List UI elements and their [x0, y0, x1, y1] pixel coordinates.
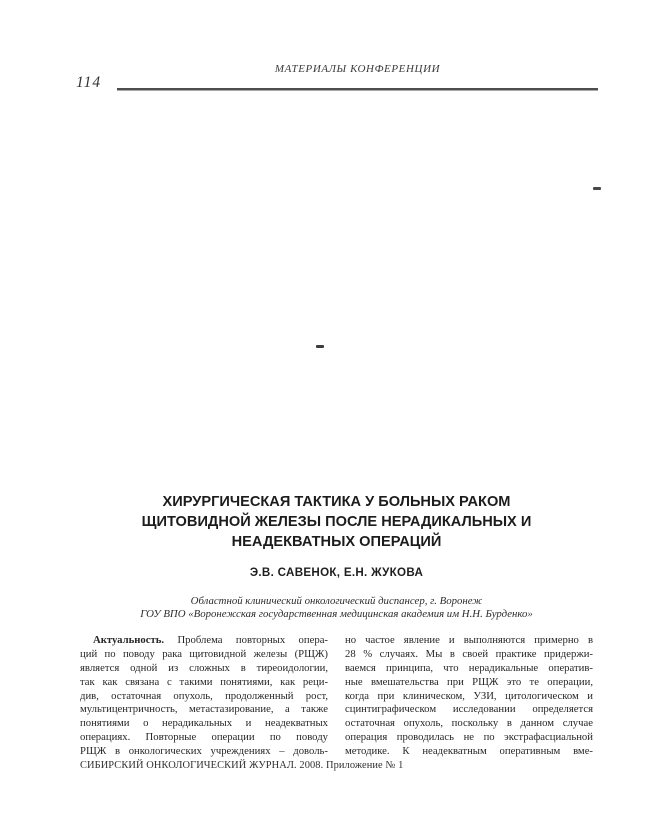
- body-line: понятиями о нерадикальных и неадекватных: [80, 717, 328, 730]
- left-column: [80, 634, 328, 759]
- body-columns: [80, 634, 593, 759]
- affiliation-line: ГОУ ВПО «Воронежская государственная медицинская академия им Н.Н. Бурденко»: [140, 608, 533, 620]
- article-authors: Э.В. САВЕНОК, Е.Н. ЖУКОВА: [249, 566, 424, 579]
- body-line: РЩЖ в онкологических учреждениях – доволь-: [80, 745, 328, 758]
- body-line: является одной из сложных в тиреоидологии,: [80, 661, 328, 674]
- body-line-text: Проблема повторных опера-: [177, 634, 328, 646]
- affiliation-line: Областной клинический онкологический диспансер, г. Воронеж: [190, 595, 483, 607]
- right-column: [345, 634, 593, 759]
- lead-word: Актуальность.: [93, 634, 165, 646]
- body-line: ций по поводу рака щитовидной железы (РЩЖ): [80, 647, 328, 660]
- header-rule: [117, 88, 598, 91]
- body-line: ваемся принципа, что нерадикальные оператив-: [345, 661, 593, 674]
- body-line: 28 % случаях. Мы в своей практике придержи-: [345, 647, 593, 660]
- body-line: див, остаточная опухоль, продолженный рост,: [80, 689, 328, 702]
- body-line: остаточная опухоль, поскольку в данном случае: [345, 717, 593, 730]
- body-line: мультицентричность, метастазирование, а также: [80, 703, 328, 716]
- body-line: сцинтиграфическом исследовании определяется: [345, 703, 593, 716]
- title-line: НЕАДЕКВАТНЫХ ОПЕРАЦИЙ: [231, 534, 442, 550]
- scan-artifact-dash: [316, 345, 324, 348]
- body-line: [80, 634, 328, 648]
- title-line: ХИРУРГИЧЕСКАЯ ТАКТИКА У БОЛЬНЫХ РАКОМ: [162, 494, 511, 510]
- body-line: операциях. Повторные операции по поводу: [80, 731, 328, 744]
- body-line: методике. К неадекватным оперативным вме-: [345, 745, 593, 758]
- article-title: [80, 492, 593, 552]
- title-line: ЩИТОВИДНОЙ ЖЕЛЕЗЫ ПОСЛЕ НЕРАДИКАЛЬНЫХ И: [141, 514, 532, 530]
- page-number: 114: [76, 74, 102, 91]
- body-line: когда при клиническом, УЗИ, цитологическом и: [345, 689, 593, 702]
- scan-artifact-dash: [593, 187, 601, 190]
- body-line: операция проводилась не по экстрафасциальной: [345, 731, 593, 744]
- article-affiliation: [60, 595, 613, 621]
- running-head: МАТЕРИАЛЫ КОНФЕРЕНЦИИ: [274, 63, 441, 75]
- body-line: так как связана с такими понятиями, как реци-: [80, 675, 328, 688]
- journal-footer: СИБИРСКИЙ ОНКОЛОГИЧЕСКИЙ ЖУРНАЛ. 2008. Приложение № 1: [80, 760, 404, 771]
- body-line: но частое явление и выполняются примерно в: [345, 634, 593, 646]
- body-line: ные вмешательства при РЩЖ это те операции,: [345, 675, 593, 688]
